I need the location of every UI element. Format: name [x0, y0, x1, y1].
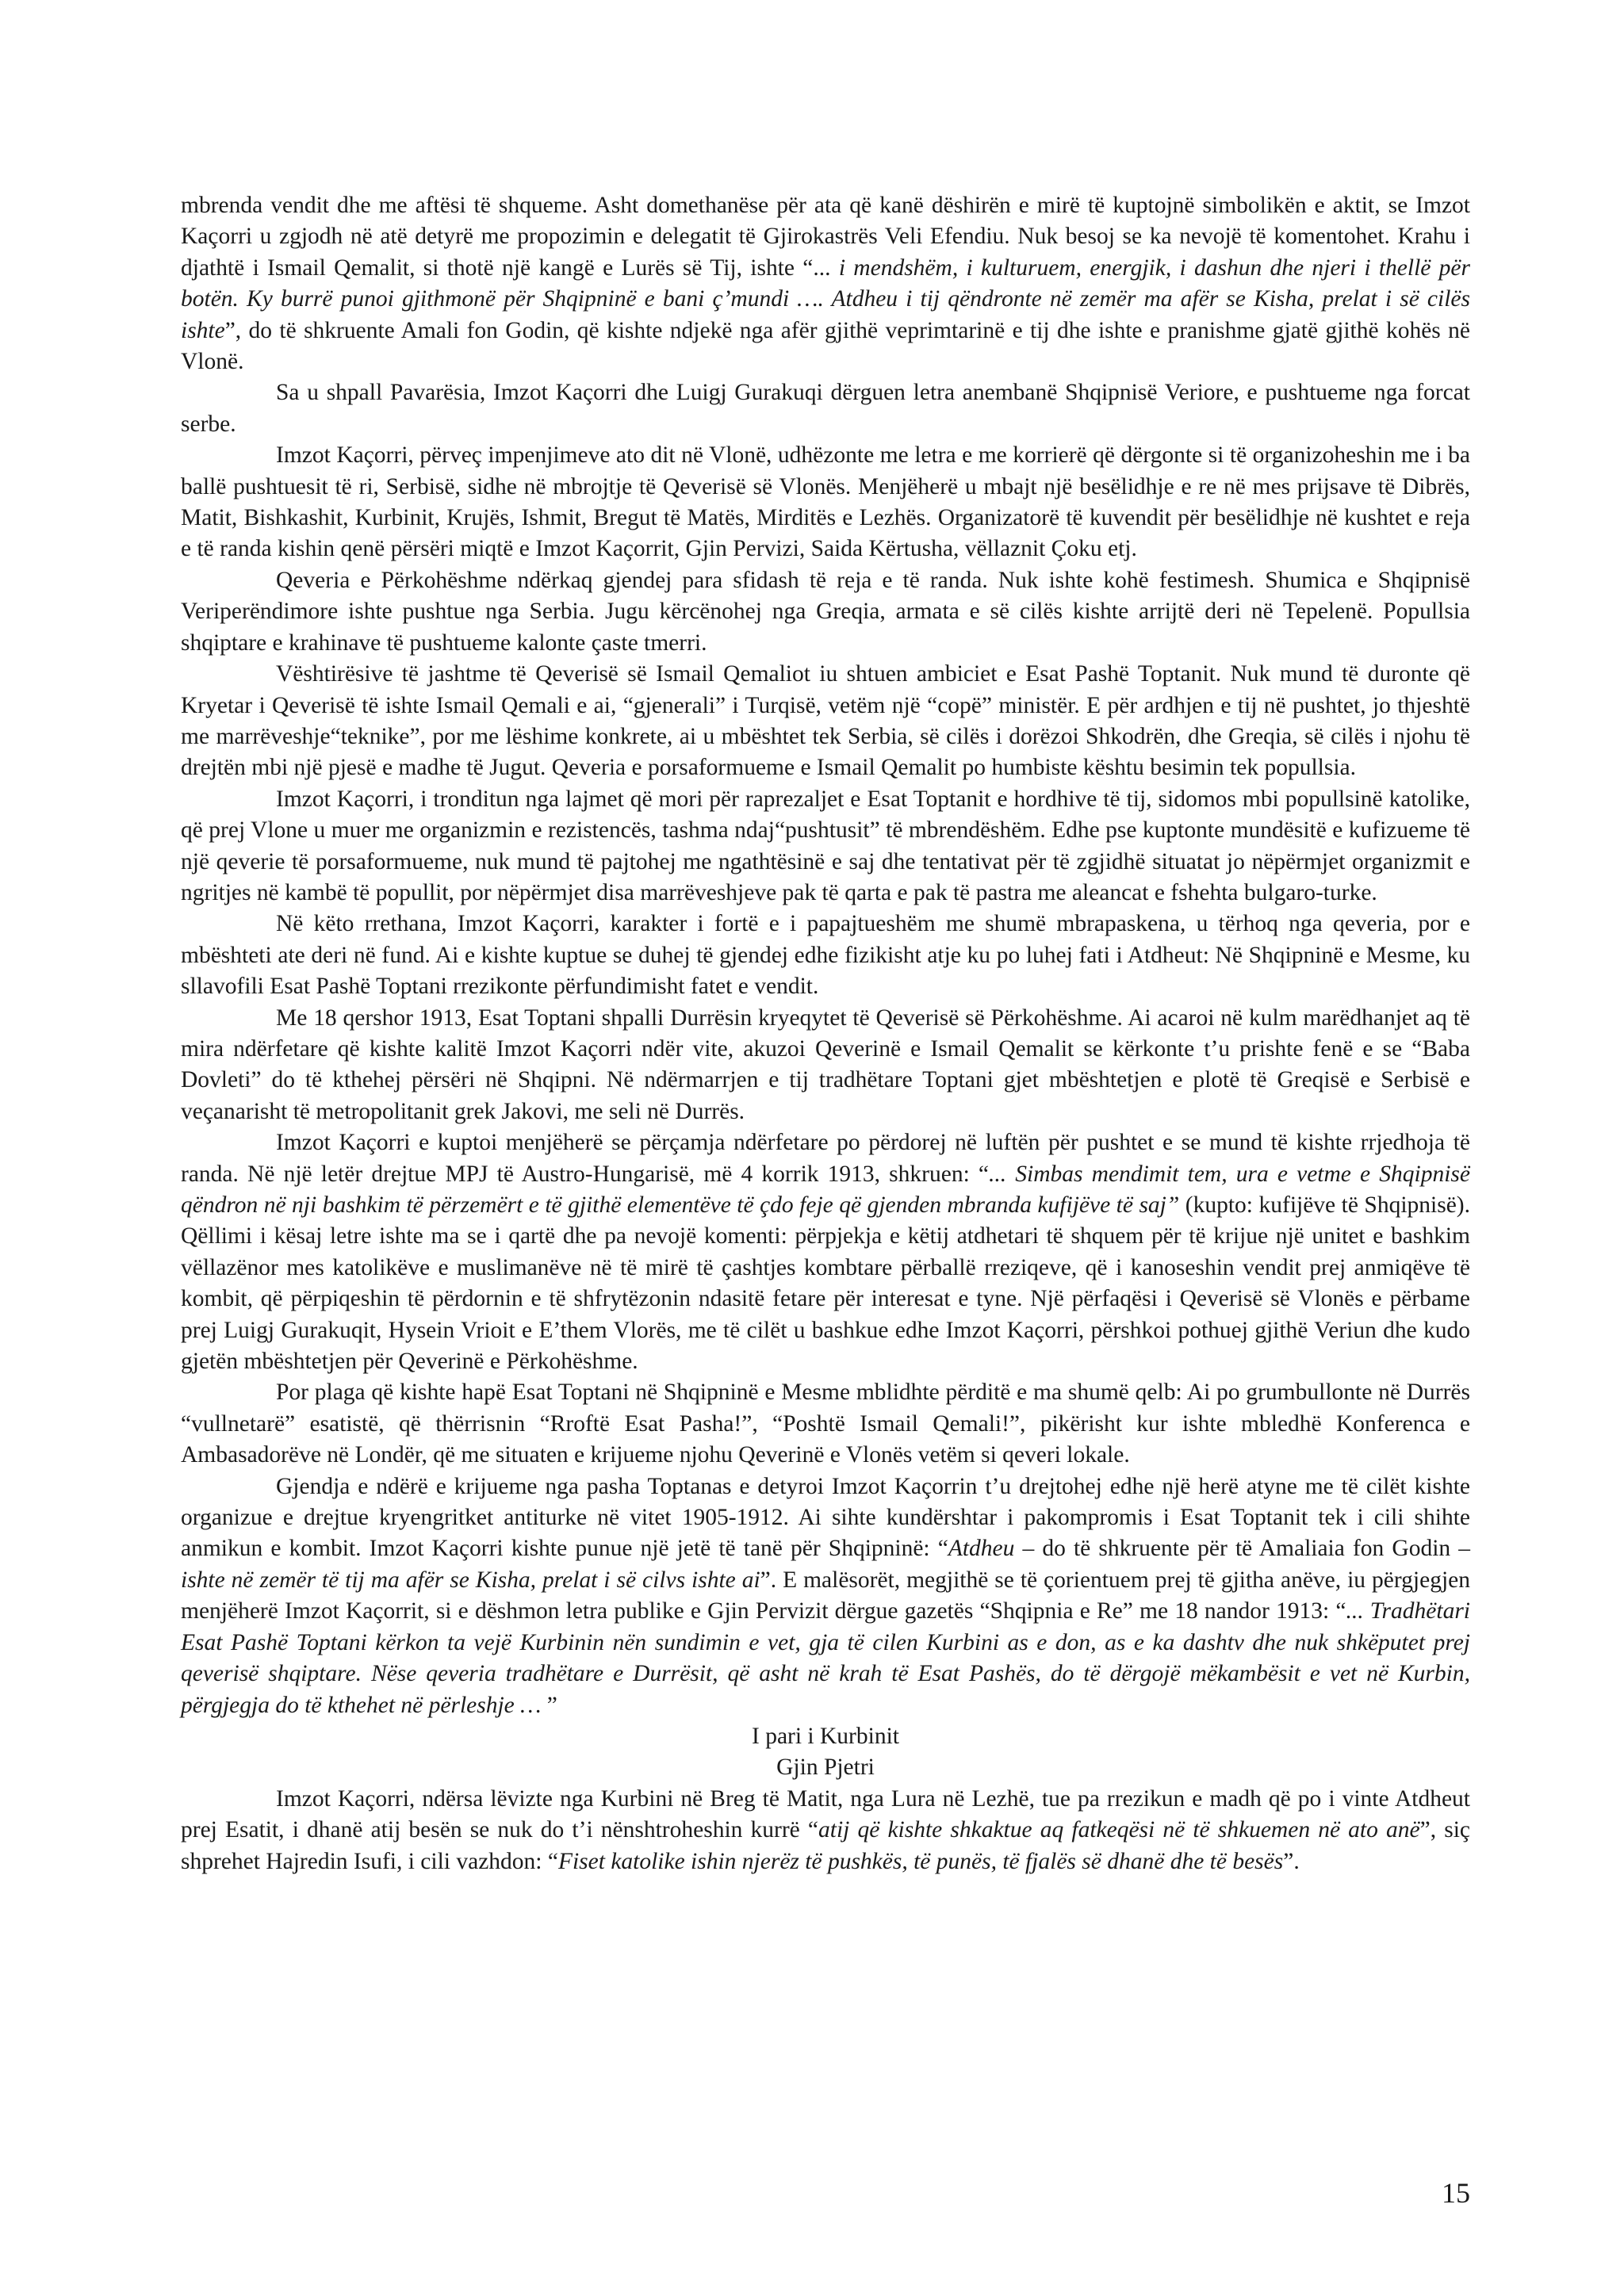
text-segment: Por plaga që kishte hapë Esat Toptani në Shqipninë e Mesme mblidhte përditë e ma shumë qelb: Ai po grumbullonte në Durrës “vullnetarë” esatistë, që thërrisnin “Rroftë Esat Pasha!”, “Poshtë Ismail Qemali!”, pikërisht kur ishte mbledhë Konferenca e Ambasadorëve në Londër, që me situaten e krijueme njohu Qeverinë e Vlonës vetëm si qeveri lokale. — [181, 1380, 1470, 1468]
text-segment: Gjendja e ndërë e krijueme nga pasha Toptanas e detyroi Imzot Kaçorrin t’u drejtohej edhe një herë atyne me të cilët kishte organizue e drejtue kryengritket antiturke në vitet 1905-1912. Ai sihte kundërshtar i pakompromis i Esat Toptanit tek i cili shihte anmikun e kombit. Imzot Kaçorri kishte punue një jetë të tanë për Shqipninë: “ — [181, 1473, 1470, 1562]
paragraph — [181, 1784, 1470, 1877]
text-segment: Me 18 qershor 1913, Esat Toptani shpalli Durrësin kryeqytet të Qeverisë së Përkohëshme. Ai acaroi në kulm marëdhanjet aq të mira ndërfetare që kishte kalitë Imzot Kaçorri ndër vite, akuzoi Qeverinë e Ismail Qemalit se kërkonte t’u prishte fenë e se “Baba Dovleti” do të kthehej përsëri në Shqipni. Në ndërmarrjen e tij tradhëtare Toptani gjet mbështetjen e plotë të Greqisë e Serbisë e veçanarisht të metropolitanit grek Jakovi, me seli në Durrës. — [181, 1004, 1470, 1124]
paragraph — [181, 377, 1470, 440]
body-text — [181, 190, 1470, 1877]
paragraph — [181, 909, 1470, 1002]
signature-line — [181, 1721, 1470, 1752]
text-segment: Imzot Kaçorri, përveç impenjimeve ato dit në Vlonë, udhëzonte me letra e me korrierë që dërgonte si të organizoheshin me i ba ballë pushtuesit të ri, Serbisë, sidhe në mbrojtje të Qeverisë së Vlonës. Menjëherë u mbajt një besëlidhje e re në mes prijsave të Dibrës, Matit, Bishkashit, Kurbinit, Krujës, Ishmit, Bregut të Matës, Mirditës e Lezhës. Organizatorë të kuvendit për besëlidhje në kushtet e reja e të randa kishin qenë përsëri miqtë e Imzot Kaçorrit, Gjin Pervizi, Saida Kërtusha, vëllaznit Çoku etj. — [181, 442, 1470, 562]
text-segment: Imzot Kaçorri, i tronditun nga lajmet që mori për raprezaljet e Esat Toptanit e hordhive të tij, sidomos mbi popullsinë katolike, që prej Vlone u muer me organizmin e rezistencës, tashma ndaj“pushtusit” të mbrendëshëm. Edhe pse kuptonte mundësitë e kufizueme të një qeverie të porsaformueme, nuk mund të pajtohej me ngathtësinë e saj dhe tentativat për të zgjidhë situatat jo nëpërmjet organizmit e ngritjes në kambë të popullit, por nëpërmjet disa marrëveshjeve pak të qarta e pak të pastra me aleancat e fshehta bulgaro-turke. — [181, 786, 1470, 905]
text-segment: Gjin Pjetri — [776, 1755, 875, 1781]
text-segment: I pari i Kurbinit — [752, 1723, 899, 1749]
text-segment: Vështirësive të jashtme të Qeverisë së Ismail Qemaliot iu shtuen ambiciet e Esat Pashë Toptanit. Nuk mund të duronte që Kryetar i Qeverisë të ishte Ismail Qemali e ai, “gjenerali” i Turqisë, vetëm një “copë” ministër. E për ardhjen e tij në pushtet, jo thjeshtë me marrëveshje“teknike”, por me lëshime konkrete, ai u mbështet tek Serbia, së cilës i dorëzoi Shkodrën, dhe Greqia, së cilës i njohu të drejtën mbi një pjesë e madhe të Jugut. Qeveria e porsaformueme e Ismail Qemalit po humbiste kështu besimin tek popullsia. — [181, 661, 1470, 781]
text-segment: ”. — [1283, 1848, 1300, 1874]
paragraph — [181, 190, 1470, 377]
italic-quote-segment: i mendshëm, i kulturuem, energjik, i dashun dhe njeri i thellë për botën. Ky burrë punoi gjithmonë për Shqipninë e bani ç’mundi …. Atdheu i tij qëndronte në zemër ma afër se Kisha, prelat i së cilës ishte — [181, 254, 1471, 343]
text-segment: Në këto rrethana, Imzot Kaçorri, karakter i fortë e i papajtueshëm me shumë mbrapaskena, u tërhoq nga qeveria, por e mbështeti ate deri në fund. Ai e kishte kuptue se duhej të gjendej edhe fizikisht atje ku po luhej fati i Atdheut: Në Shqipninë e Mesme, ku sllavofili Esat Pashë Toptani rrezikonte përfundimisht fatet e vendit. — [181, 911, 1470, 1000]
text-segment: ”, do të shkruente Amali fon Godin, që kishte ndjekë nga afër gjithë veprimtarinë e tij dhe ishte e pranishme gjatë gjithë kohës në Vlonë. — [181, 317, 1470, 375]
italic-quote-segment: ... Tradhëtari Esat Pashë Toptani kërkon ta vejë Kurbinin nën sundimin e vet, gja të cilen Kurbini as e don, as e ka dashtv dhe nuk shkëputet prej qeverisë shqiptare. Nëse qeveria tradhëtare e Durrësit, që asht në krah të Esat Pashës, do të dërgojë mëkambësit e vet në Kurbin, përgjegja do të kthehet në përleshje … — [181, 1598, 1470, 1718]
text-segment: ” — [541, 1692, 557, 1718]
signature-line — [181, 1752, 1470, 1783]
text-segment: Sa u shpall Pavarësia, Imzot Kaçorri dhe Luigj Gurakuqi dërguen letra anembanë Shqipnisë Veriore, e pushtueme nga forcat serbe. — [181, 380, 1470, 437]
italic-quote-segment: atij që kishte shkaktue aq fatkeqësi në të shkuemen në ato anë — [818, 1817, 1420, 1843]
text-segment: Imzot Kaçorri, ndërsa lëvizte nga Kurbini në Breg të Matit, nga Lura në Lezhë, tue pa rrezikun e madh që po i vinte Atdheut prej Esatit, i dhanë atij besën se nuk do t’i nënshtroheshin kurrë “ — [181, 1785, 1470, 1843]
text-segment: – do të shkruente për të Amaliaia fon Godin — [1014, 1536, 1459, 1562]
paragraph — [181, 1127, 1470, 1377]
paragraph — [181, 1377, 1470, 1471]
paragraph — [181, 565, 1470, 659]
page-number: 15 — [1442, 2177, 1470, 2209]
paragraph — [181, 784, 1470, 909]
text-segment: (kupto: kufijëve të Shqipnisë). Qëllimi i kësaj letre ishte ma se i qartë dhe pa nevojë komenti: përpjekja e këtij atdhetari të shquem për të krijue një unitet e bashkim vëllazënor mes katolikëve e muslimanëve në të mirë të çashtjes kombtare përballë rreziqeve, që i kanoseshin vendit prej anmiqëve të kombit, që përpiqeshin të përdornin e të shfrytëzonin ndasitë fetare për interesat e tyne. Një përfaqësi i Qeverisë së Vlonës e përbame prej Luigj Gurakuqit, Hysein Vrioit e E’them Vlorës, me të cilët u bashkue edhe Imzot Kaçorri, përshkoi pothuej gjithë Veriun dhe kudo gjetën mbështetjen për Qeverinë e Përkohëshme. — [181, 1192, 1470, 1375]
paragraph — [181, 1003, 1470, 1128]
italic-quote-segment: Atdheu — [948, 1536, 1015, 1562]
italic-quote-segment: ... Simbas mendimit tem, ura e vetme e Shqipnisë qëndron në nji bashkim të përzemërt e të gjithë elementëve të çdo feje që gjenden mbranda kufijëve të saj” — [181, 1161, 1470, 1218]
text-segment: Qeveria e Përkohëshme ndërkaq gjendej para sfidash të reja e të randa. Nuk ishte kohë festimesh. Shumica e Shqipnisë Veriperëndimore ishte pushtue nga Serbia. Jugu kërcënohej nga Greqia, armata e së cilës kishte arrijtë deri në Tepelenë. Popullsia shqiptare e krahinave të pushtueme kalonte çaste tmerri. — [181, 567, 1470, 656]
text-segment: mbrenda vendit dhe me aftësi të shqueme. Asht domethanëse për ata që kanë dëshirën e mirë të kuptojnë simbolikën e aktit, se Imzot Kaçorri u zgjodh në atë detyrë me propozimin e delegatit të Gjirokastrës Veli Efendiu. Nuk besoj se ka nevojë të komentohet. Krahu i djathtë i Ismail Qemalit, si thotë një kangë e Lurës së Tij, ishte “... — [181, 193, 1470, 281]
paragraph — [181, 1471, 1470, 1721]
paragraph — [181, 440, 1470, 565]
italic-quote-segment: Fiset katolike ishin njerëz të pushkës, të punës, të fjalës së dhanë dhe të besës — [557, 1848, 1284, 1874]
paragraph — [181, 659, 1470, 784]
italic-quote-segment: – ishte në zemër të tij ma afër se Kisha, prelat i së cilvs ishte ai — [181, 1536, 1470, 1593]
text-segment: ”, siç shprehet Hajredin Isufi, i cili vazhdon: “ — [181, 1817, 1470, 1874]
text-segment: Imzot Kaçorri e kuptoi menjëherë se përçamja ndërfetare po përdorej në luftën për pushtet e se mund të kishte rrjedhoja të randa. Në një letër drejtue MPJ të Austro-Hungarisë, më 4 korrik 1913, shkruen: “ — [181, 1130, 1470, 1187]
text-segment: ”. E malësorët, megjithë se të çorientuem prej të gjitha anëve, iu përgjegjen menjëherë Imzot Kaçorrit, si e dëshmon letra publike e Gjin Pervizit dërgue gazetës “Shqipnia e Re” me 18 nandor 1913: “ — [181, 1567, 1470, 1624]
